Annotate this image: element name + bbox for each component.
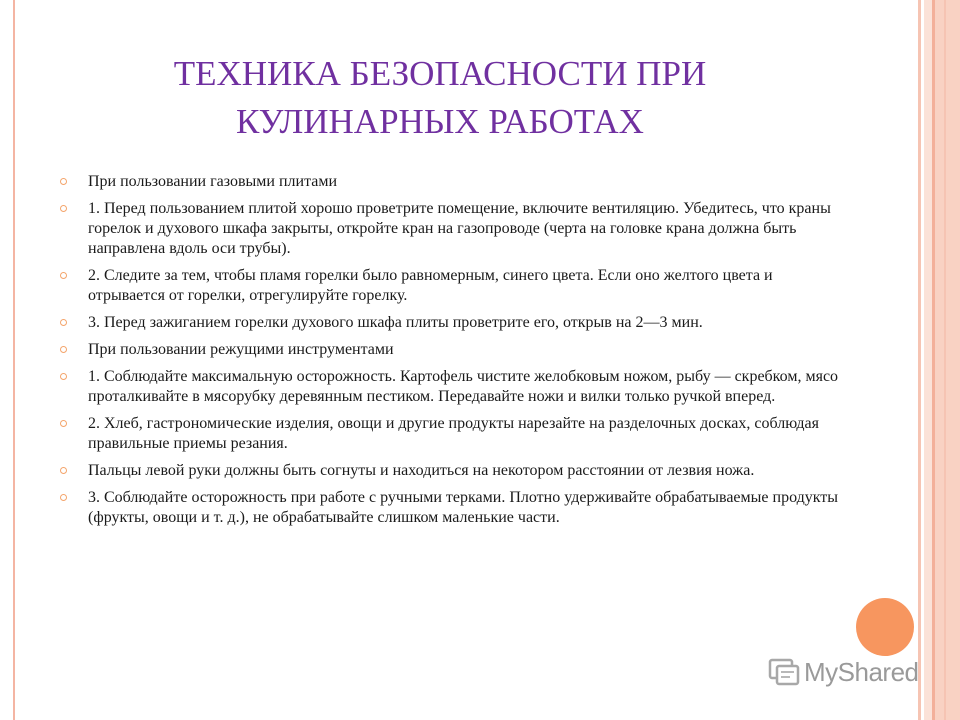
slide-title-line: ТЕХНИКА БЕЗОПАСНОСТИ ПРИ [173, 54, 707, 93]
bullet-icon [60, 420, 67, 427]
list-item [60, 367, 840, 407]
watermark [768, 656, 919, 688]
slide-title-line: КУЛИНАРНЫХ РАБОТАХ [236, 102, 644, 141]
bullet-icon [60, 178, 67, 185]
list-item [60, 199, 840, 259]
list-item-text: Пальцы левой руки должны быть согнуты и находиться на некотором расстоянии от лезвия ножа. [88, 462, 755, 479]
left-frame-line [13, 0, 15, 720]
mysahred-logo-icon [768, 657, 800, 687]
list-item-text: При пользовании режущими инструментами [88, 341, 394, 358]
slide-title [80, 50, 800, 146]
list-item [60, 313, 840, 333]
list-item-text: 1. Соблюдайте максимальную осторожность. Картофель чистите желобковым ножом, рыбу — скребком, мясо проталкивайте в мясорубку деревянным пестиком. Передавайте ножи и вилки только ручкой вперед. [88, 368, 839, 405]
bullet-icon [60, 346, 67, 353]
list-item-text: 2. Следите за тем, чтобы пламя горелки было равномерным, синего цвета. Если оно желтого цвета и отрывается от горелки, отрегулируйте горелку. [88, 267, 773, 304]
list-item [60, 172, 840, 192]
watermark-text: MyShared [804, 656, 919, 687]
bullet-icon [60, 494, 67, 501]
bullet-list [60, 172, 840, 535]
bullet-icon [60, 467, 67, 474]
orange-circle-decoration [856, 598, 914, 656]
list-item-text: При пользовании газовыми плитами [88, 173, 338, 190]
list-item-text: 2. Хлеб, гастрономические изделия, овощи и другие продукты нарезайте на разделочных досках, соблюдая правильные приемы резания. [88, 415, 819, 452]
right-decor-stripe [944, 0, 946, 720]
bullet-icon [60, 272, 67, 279]
list-item [60, 340, 840, 360]
list-item [60, 488, 840, 528]
list-item [60, 414, 840, 454]
list-item [60, 461, 840, 481]
right-decor-stripe [935, 0, 960, 720]
bullet-icon [60, 373, 67, 380]
bullet-icon [60, 319, 67, 326]
list-item-text: 3. Соблюдайте осторожность при работе с ручными терками. Плотно удерживайте обрабатываемые продукты (фрукты, овощи и т. д.), не обрабатывайте слишком маленькие части. [88, 489, 839, 526]
right-decor-stripe [918, 0, 921, 720]
list-item-text: 3. Перед зажиганием горелки духового шкафа плиты проветрите его, открыв на 2—3 мин. [88, 314, 703, 331]
right-decor-stripe [924, 0, 932, 720]
bullet-icon [60, 205, 67, 212]
list-item-text: 1. Перед пользованием плитой хорошо проветрите помещение, включите вентиляцию. Убедитесь, что краны горелок и духового шкафа закрыты, откройте кран на газопроводе (черта на головке крана должна быть направлена вдоль оси трубы). [88, 200, 831, 257]
list-item [60, 266, 840, 306]
